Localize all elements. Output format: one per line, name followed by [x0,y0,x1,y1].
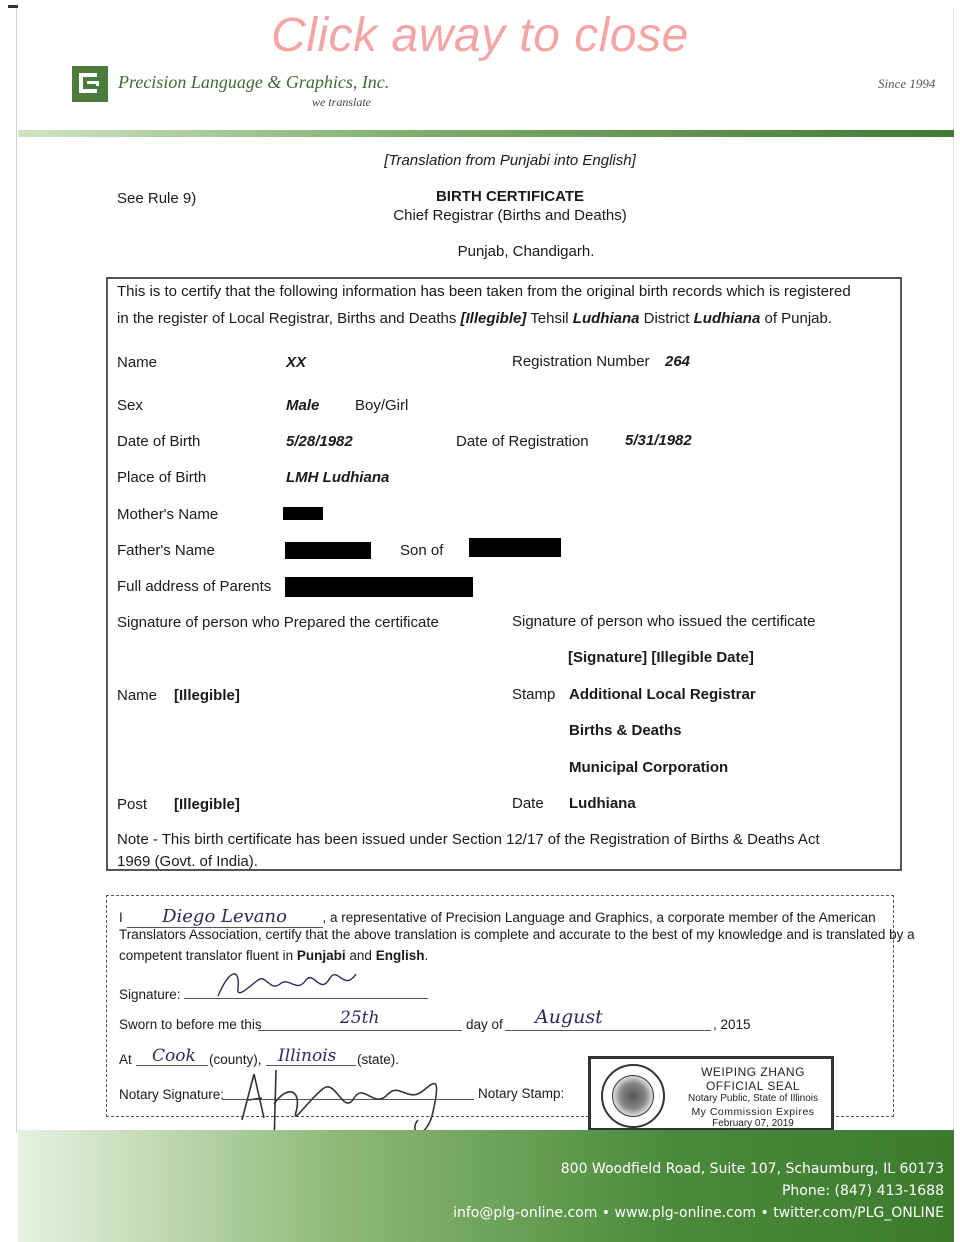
dob-value: 5/28/1982 [286,433,353,450]
sex-label: Sex [117,397,143,414]
note-line2: 1969 (Govt. of India). [117,853,258,870]
sworn-month: August [535,1006,603,1028]
registration-date-label: Date of Registration [456,433,589,450]
day-of-label: day of [466,1017,503,1032]
sworn-month-line [505,1030,711,1031]
footer-phone: Phone: (847) 413-1688 [781,1183,944,1199]
notary-seal-expires: February 07, 2019 [712,1118,794,1129]
certificate-box [106,277,902,871]
document-title: BIRTH CERTIFICATE [435,188,585,205]
footer-address: 800 Woodfield Road, Suite 107, Schaumburg, IL 60173 [560,1161,944,1177]
name-label: Name [117,354,158,371]
translation-note: [Translation from Punjabi into English] [384,152,636,169]
page-edge-left [16,8,17,1133]
parents-address-label: Full address of Parents [117,578,272,595]
company-name: Precision Language & Graphics, Inc. [118,72,390,92]
note-line1: Note - This birth certificate has been issued under Section 12/17 of the Registration of Births & Deaths Act [117,831,820,848]
footer-contacts[interactable]: info@plg-online.com • www.plg-online.com • twitter.com/PLG_ONLINE [453,1205,944,1221]
pob-label: Place of Birth [117,469,207,486]
mother-name-redaction [283,507,323,520]
issued-signature-label: Signature of person who issued the certificate [512,613,816,630]
county-label: (county), [209,1052,262,1067]
translator-statement-line3: competent translator fluent in Punjabi and English. [119,948,429,963]
since-year: Since 1994 [878,76,936,91]
sworn-day: 25th [340,1008,380,1028]
certify-intro-line1: This is to certify that the following information has been taken from the original birth records which is registered [117,283,851,300]
stamp-line2: Births & Deaths [569,722,682,739]
state-label: (state). [357,1052,400,1067]
mother-name-label: Mother's Name [117,506,219,523]
notary-seal-title: OFFICIAL SEAL [705,1079,801,1093]
registration-date-value: 5/31/1982 [625,432,692,449]
click-away-overlay[interactable]: Click away to close [271,9,689,62]
sworn-year: , 2015 [713,1017,751,1032]
document-subtitle: Chief Registrar (Births and Deaths) [393,207,627,224]
post-label: Post [117,796,148,813]
notary-signature-label: Notary Signature: [119,1087,225,1102]
date-label: Date [512,795,544,812]
translator-name: Diego Levano [127,906,323,928]
footer-band [18,1130,954,1242]
dob-label: Date of Birth [117,433,201,450]
notary-seal-emblem [601,1064,665,1128]
pob-value: LMH Ludhiana [286,469,390,486]
notary-seal-line1: Notary Public, State of Illinois [687,1093,819,1104]
header-divider [18,130,954,137]
registration-number-label: Registration Number [512,353,650,370]
notary-seal [588,1056,834,1131]
father-name-redaction [285,542,371,559]
parents-address-redaction [285,577,473,597]
registration-number-value: 264 [665,353,691,370]
notary-name: WEIPING ZHANG [701,1065,805,1079]
father-name-label: Father's Name [117,542,215,559]
state-value: Illinois [278,1046,337,1066]
sex-options: Boy/Girl [355,397,409,414]
document-location: Punjab, Chandigarh. [457,243,595,260]
sex-value: Male [286,397,320,414]
at-label: At [119,1052,132,1067]
company-logo [72,66,108,102]
prepared-signature-label: Signature of person who Prepared the certificate [117,614,439,631]
name-value: XX [286,354,307,371]
sworn-label: Sworn to before me this [119,1017,262,1032]
rule-reference: See Rule 9) [117,190,197,207]
translator-signature [210,966,370,1002]
preparer-name-label: Name [117,687,158,704]
son-of-redaction [469,538,561,557]
company-tagline: we translate [312,95,371,109]
translator-statement-line2: Translators Association, certify that the above translation is complete and accurate to the best of my knowledge and is translated by a [119,927,915,942]
translator-statement-line1: I Diego Levano , a representative of Precision Language and Graphics, a corporate member of the American [119,906,876,927]
certify-intro-line2: in the register of Local Registrar, Births and Deaths [Illegible] Tehsil Ludhiana District Ludhiana of Punjab. [117,310,833,327]
page-edge-right [953,8,954,1133]
post-value: [Illegible] [174,796,240,813]
issued-signature-value: [Signature] [Illegible Date] [568,649,754,666]
stamp-line3: Municipal Corporation [569,759,729,776]
stamp-label: Stamp [512,686,556,703]
stamp-line1: Additional Local Registrar [569,686,756,703]
son-of-label: Son of [400,542,444,559]
county-value: Cook [152,1046,196,1066]
sworn-day-line [258,1030,462,1031]
notary-seal-line2: My Commission Expires [691,1106,815,1118]
preparer-name-value: [Illegible] [174,687,240,704]
notary-stamp-label: Notary Stamp: [478,1086,565,1101]
signature-label: Signature: [119,987,181,1002]
date-value: Ludhiana [569,795,636,812]
